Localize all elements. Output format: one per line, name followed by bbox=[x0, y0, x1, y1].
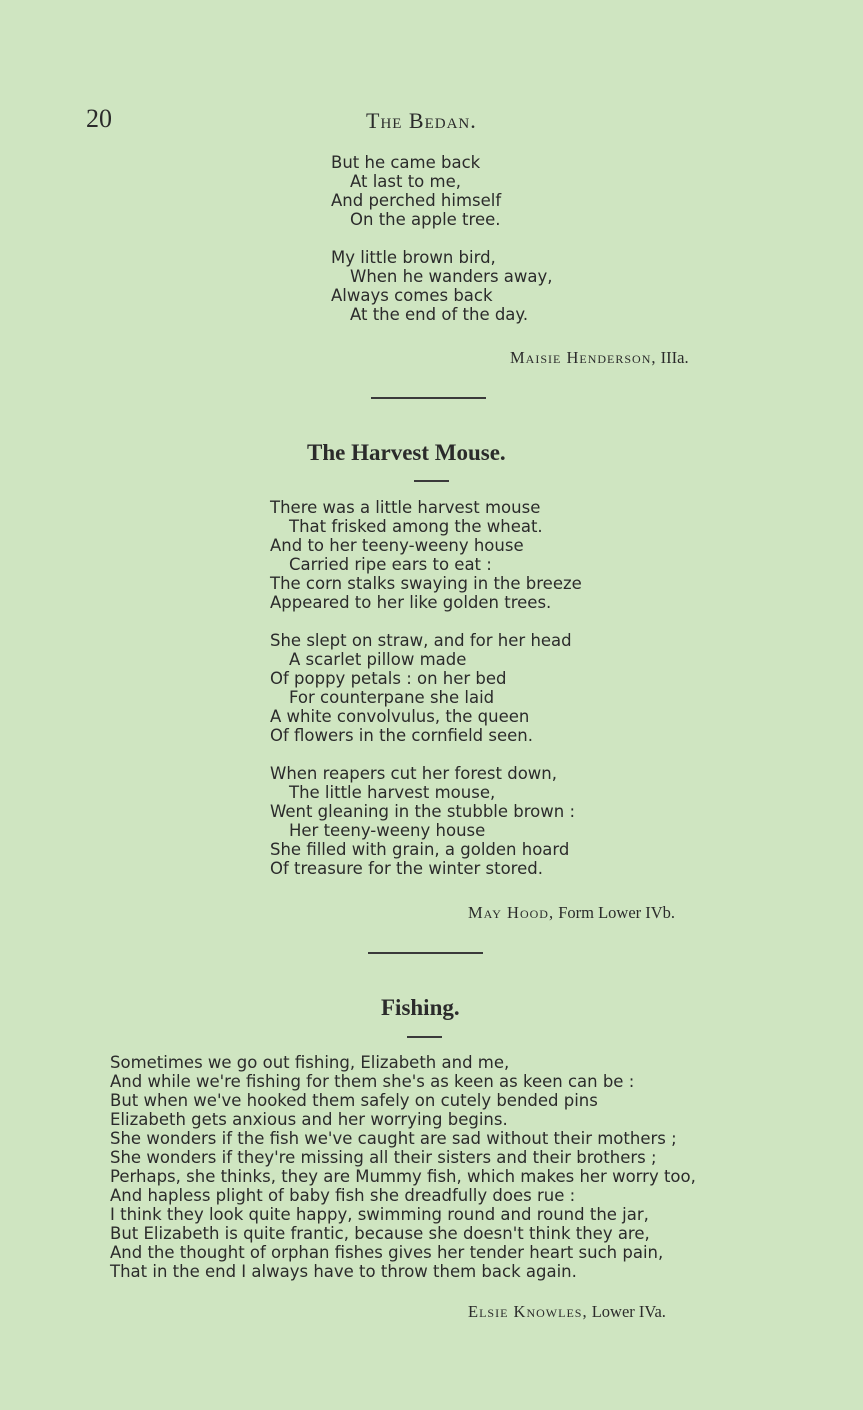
poem-line: And while we're fishing for them she's as keen as keen can be : bbox=[110, 1072, 635, 1091]
author-form: Form Lower IVb. bbox=[558, 903, 676, 922]
poem-line: But he came back bbox=[331, 153, 481, 172]
poem-line: Went gleaning in the stubble brown : bbox=[270, 802, 576, 821]
poem-line: I think they look quite happy, swimming round and round the jar, bbox=[110, 1205, 649, 1224]
author-form: Lower IVa. bbox=[591, 1302, 666, 1321]
poem-line: She wonders if they're missing all their sisters and their brothers ; bbox=[110, 1148, 657, 1167]
page-number: 20 bbox=[86, 104, 112, 133]
poem-line: There was a little harvest mouse bbox=[270, 498, 541, 517]
poem-line: Perhaps, she thinks, they are Mummy fish, which makes her worry too, bbox=[110, 1167, 696, 1186]
poem-line: On the apple tree. bbox=[350, 210, 501, 229]
title-underline bbox=[407, 1036, 442, 1038]
bird-poem-byline bbox=[510, 348, 689, 368]
section-divider bbox=[371, 397, 486, 399]
poem-line: My little brown bird, bbox=[331, 248, 496, 267]
poem-line: Always comes back bbox=[331, 286, 493, 305]
poem-line: At last to me, bbox=[350, 172, 461, 191]
fishing-byline bbox=[468, 1302, 666, 1322]
author-form: IIIa. bbox=[660, 348, 689, 367]
poem-line: And hapless plight of baby fish she dreadfully does rue : bbox=[110, 1186, 576, 1205]
poem-line: When he wanders away, bbox=[350, 267, 553, 286]
poem-line: Of treasure for the winter stored. bbox=[270, 859, 543, 878]
poem-line: When reapers cut her forest down, bbox=[270, 764, 557, 783]
poem-line: For counterpane she laid bbox=[289, 688, 495, 707]
bird-poem bbox=[331, 153, 553, 324]
section-divider bbox=[368, 952, 483, 954]
poem-line: And perched himself bbox=[331, 191, 502, 210]
poem-title: The Harvest Mouse. bbox=[307, 440, 506, 465]
poem-line: She slept on straw, and for her head bbox=[270, 631, 572, 650]
harvest-mouse-poem bbox=[270, 498, 582, 878]
poem-line: A scarlet pillow made bbox=[289, 650, 467, 669]
poem-line: Sometimes we go out fishing, Elizabeth and me, bbox=[110, 1053, 510, 1072]
poem-line: That in the end I always have to throw them back again. bbox=[110, 1262, 577, 1281]
poem-line: And the thought of orphan fishes gives her tender heart such pain, bbox=[110, 1243, 664, 1262]
title-underline bbox=[414, 480, 449, 482]
poem-line: She wonders if the fish we've caught are sad without their mothers ; bbox=[110, 1129, 677, 1148]
poem-line: At the end of the day. bbox=[350, 305, 529, 324]
fishing-poem bbox=[110, 1053, 696, 1281]
running-title: The Bedan. bbox=[366, 108, 477, 133]
poem-line: That frisked among the wheat. bbox=[289, 517, 543, 536]
poem-line: Appeared to her like golden trees. bbox=[270, 593, 552, 612]
poem-line: The little harvest mouse, bbox=[289, 783, 496, 802]
author-name: Maisie Henderson, bbox=[510, 348, 657, 367]
poem-line: Her teeny-weeny house bbox=[289, 821, 486, 840]
poem-line: She filled with grain, a golden hoard bbox=[270, 840, 570, 859]
harvest-mouse-byline bbox=[468, 903, 675, 923]
poem-line: Of flowers in the cornfield seen. bbox=[270, 726, 533, 745]
author-name: Elsie Knowles, bbox=[468, 1302, 588, 1321]
poem-line: The corn stalks swaying in the breeze bbox=[270, 574, 582, 593]
author-name: May Hood, bbox=[468, 903, 555, 922]
poem-line: Carried ripe ears to eat : bbox=[289, 555, 492, 574]
poem-line: And to her teeny-weeny house bbox=[270, 536, 524, 555]
poem-line: But when we've hooked them safely on cutely bended pins bbox=[110, 1091, 598, 1110]
poem-line: Of poppy petals : on her bed bbox=[270, 669, 507, 688]
poem-line: Elizabeth gets anxious and her worrying begins. bbox=[110, 1110, 508, 1129]
poem-line: But Elizabeth is quite frantic, because she doesn't think they are, bbox=[110, 1224, 650, 1243]
poem-title: Fishing. bbox=[381, 995, 460, 1020]
poem-line: A white convolvulus, the queen bbox=[270, 707, 530, 726]
